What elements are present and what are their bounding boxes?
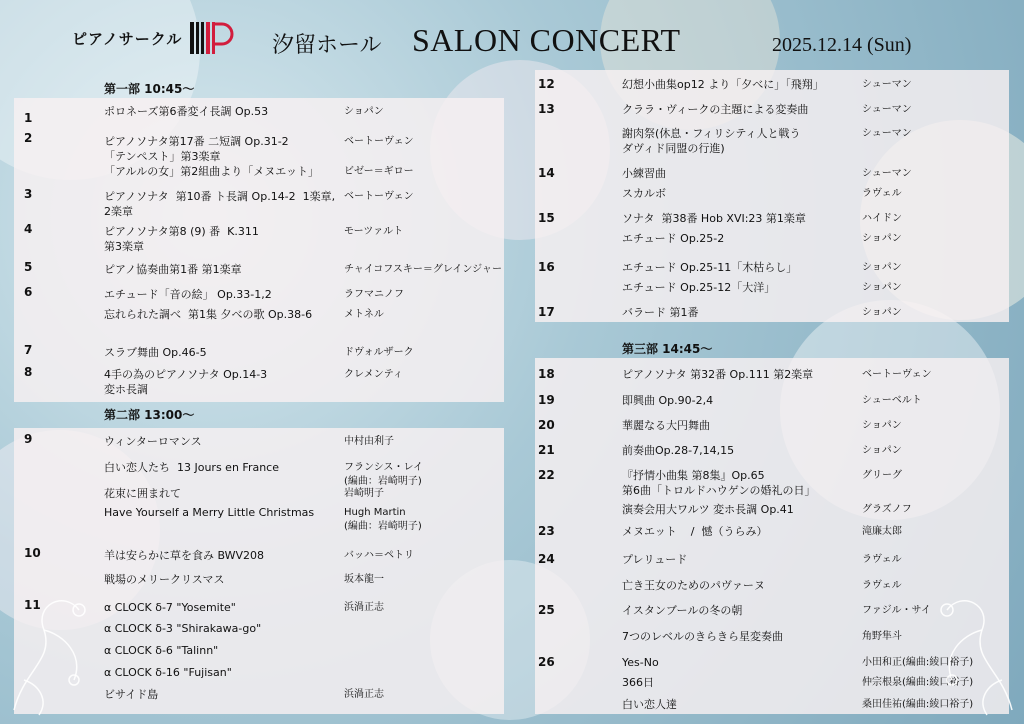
piece-title: エチュード Op.25-12「大洋」 (622, 281, 776, 294)
piece-title: 前奏曲Op.28-7,14,15 (622, 444, 735, 457)
composer-name: 浜渦正志 (344, 602, 384, 613)
piece-title: エチュード Op.25-2 (622, 232, 725, 245)
composer-name: チャイコフスキー＝グレインジャー (344, 264, 502, 275)
piece-title: エチュード Op.25-11「木枯らし」 (622, 261, 798, 274)
composer-name: Hugh Martin (編曲：岩崎明子) (344, 507, 422, 532)
program-number: 11 (24, 598, 41, 612)
composer-name: ベートーヴェン (344, 191, 414, 202)
composer-name: ファジル・サイ (862, 605, 931, 616)
composer-name: 中村由利子 (344, 436, 394, 447)
piece-title: 白い恋人たち 13 Jours en France (104, 461, 279, 474)
piece-title: 「アルルの女」第2組曲より「メヌエット」 (104, 165, 320, 178)
header (0, 0, 1024, 70)
program-number: 8 (24, 365, 33, 379)
piece-title: ピアノソナタ 第10番 ト長調 Op.14-2 1楽章, 2楽章 (104, 190, 336, 218)
program-number: 22 (538, 468, 555, 482)
piece-title: プレリュード (622, 553, 688, 566)
program-number: 10 (24, 546, 41, 560)
program-number: 4 (24, 222, 33, 236)
program-number: 13 (538, 102, 555, 116)
hall-name: 汐留ホール (272, 33, 382, 58)
program-number: 23 (538, 524, 555, 538)
piece-title: Yes-No (622, 656, 659, 669)
piece-title: 366日 (622, 676, 654, 689)
circle-name: ピアノサークル (72, 30, 183, 48)
piece-title: 謝肉祭(休息・フィリシティ人と戦う ダヴィド同盟の行進) (622, 127, 801, 155)
program-number: 5 (24, 260, 33, 274)
program-number: 7 (24, 343, 33, 357)
program-number: 15 (538, 211, 555, 225)
piece-title: 羊は安らかに草を食み BWV208 (104, 549, 265, 562)
composer-name: ショパン (862, 445, 902, 456)
composer-name: グラズノフ (862, 504, 912, 515)
program-number: 16 (538, 260, 555, 274)
program-number: 1 (24, 111, 33, 125)
piece-title: α CLOCK δ-16 "Fujisan" (104, 666, 232, 679)
composer-name: 浜渦正志 (344, 689, 384, 700)
program-number: 12 (538, 77, 555, 91)
piece-title: 忘れられた調べ 第1集 夕べの歌 Op.38-6 (104, 308, 313, 321)
piece-title: ピアノ協奏曲第1番 第1楽章 (104, 263, 242, 276)
program-number: 21 (538, 443, 555, 457)
composer-name: シューマン (862, 128, 912, 139)
composer-name: シューベルト (862, 395, 922, 406)
program-number: 20 (538, 418, 555, 432)
composer-name: ショパン (862, 420, 902, 431)
piece-title: ピアノソナタ第8 (9) 番 K.311 第3楽章 (104, 225, 259, 253)
composer-name: 小田和正(編曲:綾口裕子) (862, 657, 974, 668)
composer-name: グリーグ (862, 470, 902, 481)
piece-title: α CLOCK δ-6 "Talinn" (104, 644, 219, 657)
composer-name: 岩崎明子 (344, 488, 384, 499)
piano-circle-logo (188, 18, 238, 58)
composer-name: シューマン (862, 168, 912, 179)
piece-title: ポロネーズ第6番変イ長調 Op.53 (104, 105, 269, 118)
piece-title: 4手の為のピアノソナタ Op.14-3 変ホ長調 (104, 368, 268, 396)
program-number: 14 (538, 166, 555, 180)
piece-title: α CLOCK δ-7 "Yosemite" (104, 601, 236, 614)
part3-heading: 第三部 14:45～ (622, 342, 713, 356)
piece-title: クララ・ヴィークの主題による変奏曲 (622, 103, 809, 116)
piece-title: Have Yourself a Merry Little Christmas (104, 506, 315, 519)
piece-title: スカルボ (622, 187, 666, 200)
composer-name: モーツァルト (344, 226, 404, 237)
composer-name: ラヴェル (862, 188, 902, 199)
program-number: 18 (538, 367, 555, 381)
composer-name: 桑田佳祐(編曲:綾口裕子) (862, 699, 974, 710)
composer-name: ラヴェル (862, 580, 902, 591)
program-number: 26 (538, 655, 555, 669)
composer-name: ショパン (862, 307, 902, 318)
piece-title: バラード 第1番 (622, 306, 699, 319)
composer-name: ベートーヴェン (344, 136, 414, 147)
piece-title: 即興曲 Op.90-2,4 (622, 394, 714, 407)
composer-name: ドヴォルザーク (344, 347, 414, 358)
concert-title: SALON CONCERT (412, 22, 681, 58)
piece-title: ウィンターロマンス (104, 435, 202, 448)
piece-title: 演奏会用大ワルツ 変ホ長調 Op.41 (622, 503, 794, 516)
composer-name: ショパン (344, 106, 384, 117)
composer-name: ショパン (862, 262, 902, 273)
composer-name: メトネル (344, 309, 384, 320)
piece-title: 亡き王女のためのパヴァーヌ (622, 579, 765, 592)
piece-title: ソナタ 第38番 Hob XVI:23 第1楽章 (622, 212, 806, 225)
part1-heading: 第一部 10:45～ (104, 82, 195, 96)
composer-name: 坂本龍一 (344, 574, 384, 585)
piece-title: 花束に囲まれて (104, 487, 181, 500)
concert-date: 2025.12.14 (Sun) (772, 34, 912, 56)
composer-name: バッハ＝ペトリ (344, 550, 414, 561)
composer-name: ハイドン (862, 213, 902, 224)
piece-title: ピアノソナタ第17番 二短調 Op.31-2 「テンペスト」第3楽章 (104, 135, 289, 163)
piece-title: エチュード「音の絵」 Op.33-1,2 (104, 288, 272, 301)
piece-title: 小練習曲 (622, 167, 666, 180)
piece-title: メヌエット / 憾（うらみ） (622, 525, 768, 538)
program-number: 19 (538, 393, 555, 407)
composer-name: 角野隼斗 (862, 631, 902, 642)
piece-title: 白い恋人達 (622, 698, 677, 711)
program-number: 9 (24, 432, 33, 446)
composer-name: ショパン (862, 282, 902, 293)
composer-name: ショパン (862, 233, 902, 244)
composer-name: ラヴェル (862, 554, 902, 565)
piece-title: 7つのレベルのきらきら星変奏曲 (622, 630, 783, 643)
piece-title: 『抒情小曲集 第8集』Op.65 第6曲「トロルドハウゲンの婚礼の日」 (622, 469, 816, 497)
composer-name: ベートーヴェン (862, 369, 932, 380)
program-number: 17 (538, 305, 555, 319)
piece-title: イスタンブールの冬の朝 (622, 604, 743, 617)
piece-title: スラブ舞曲 Op.46-5 (104, 346, 207, 359)
piece-title: 華麗なる大円舞曲 (622, 419, 710, 432)
program-number: 2 (24, 131, 33, 145)
piece-title: ビサイド島 (104, 688, 159, 701)
composer-name: シューマン (862, 79, 912, 90)
program-number: 24 (538, 552, 555, 566)
piece-title: 幻想小曲集op12 より「夕べに」「飛翔」 (622, 78, 824, 91)
composer-name: 仲宗根泉(編曲:綾口裕子) (862, 677, 974, 688)
composer-name: フランシス・レイ (編曲：岩崎明子) (344, 462, 423, 487)
program-number: 25 (538, 603, 555, 617)
program-number: 6 (24, 285, 33, 299)
piece-title: 戦場のメリークリスマス (104, 573, 225, 586)
piece-title: ピアノソナタ 第32番 Op.111 第2楽章 (622, 368, 814, 381)
program-number: 3 (24, 187, 33, 201)
composer-name: シューマン (862, 104, 912, 115)
part2-heading: 第二部 13:00～ (104, 408, 195, 422)
composer-name: 滝廉太郎 (862, 526, 902, 537)
composer-name: ビゼー＝ギロー (344, 166, 414, 177)
composer-name: クレメンティ (344, 369, 403, 380)
composer-name: ラフマニノフ (344, 289, 404, 300)
piece-title: α CLOCK δ-3 "Shirakawa-go" (104, 622, 262, 635)
